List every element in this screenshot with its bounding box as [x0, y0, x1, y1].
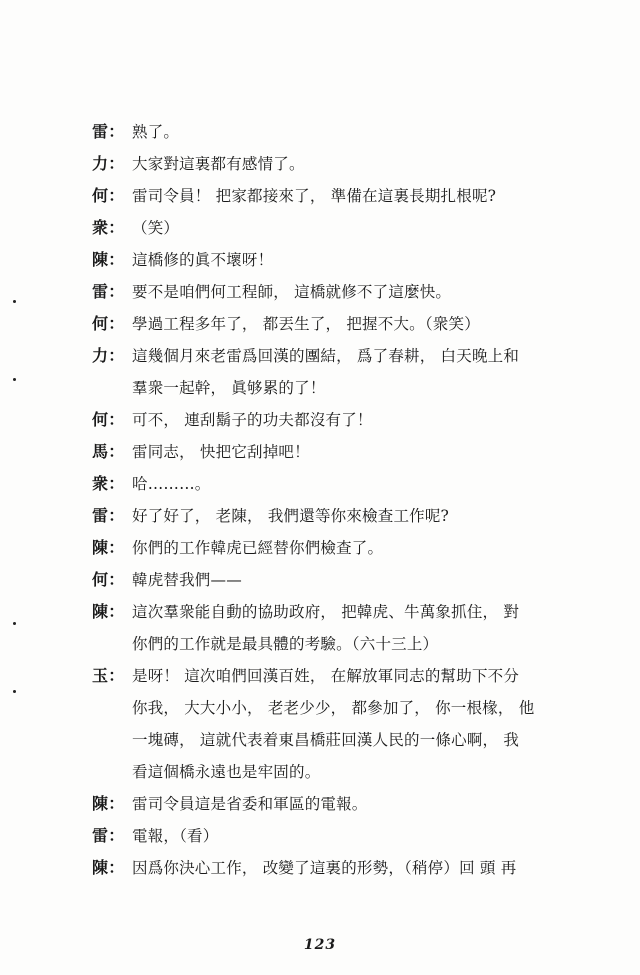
- dialogue-line: [92, 436, 612, 468]
- dialogue-block: [92, 116, 612, 884]
- speech-text: 你們的工作就是最具體的考驗。（六十三上）: [132, 635, 439, 653]
- speech-text: 這幾個月來老雷爲回漢的團結， 爲了春耕， 白天晚上和: [132, 347, 520, 365]
- dialogue-line: [92, 596, 612, 628]
- page-number: 123: [303, 937, 337, 953]
- margin-mark: [13, 622, 16, 625]
- dialogue-line: [92, 724, 612, 756]
- dialogue-line: [92, 308, 612, 340]
- speech-text: 這次羣衆能自動的協助政府， 把韓虎、牛萬象抓住， 對: [132, 603, 520, 621]
- speech-text: 因爲你決心工作， 改變了這裏的形勢，（稍停）回 頭 再: [132, 859, 517, 877]
- dialogue-line: [92, 756, 612, 788]
- dialogue-line: [92, 340, 612, 372]
- speech-text: 你我， 大大小小， 老老少少， 都參加了， 你一根椽， 他: [132, 699, 535, 717]
- dialogue-line: [92, 372, 612, 404]
- speaker-label: 雷：: [92, 282, 125, 301]
- dialogue-line: [92, 500, 612, 532]
- speaker-label: 陳：: [92, 250, 125, 269]
- speech-text: 看這個橋永遠也是牢固的。: [132, 763, 321, 781]
- speech-text: 電報，（看）: [132, 827, 219, 845]
- speaker-label: 雷：: [92, 506, 125, 525]
- margin-mark: [13, 378, 16, 381]
- dialogue-line: [92, 532, 612, 564]
- speech-text: 這橋修的眞不壞呀！: [132, 251, 274, 269]
- dialogue-line: [92, 852, 612, 884]
- speech-text: 熟了。: [132, 123, 180, 141]
- dialogue-line: [92, 468, 612, 500]
- dialogue-line: [92, 180, 612, 212]
- speaker-label: 雷：: [92, 122, 125, 141]
- speech-text: 學過工程多年了， 都丟生了， 把握不大。（衆笑）: [132, 315, 480, 333]
- speech-text: 好了好了， 老陳， 我們還等你來檢查工作呢?: [132, 507, 450, 525]
- dialogue-line: [92, 276, 612, 308]
- speaker-label: 雷：: [92, 826, 125, 845]
- speech-text: 雷司令員這是省委和軍區的電報。: [132, 795, 368, 813]
- speaker-label: 陳：: [92, 794, 125, 813]
- speech-text: 你們的工作韓虎已經替你們檢查了。: [132, 539, 384, 557]
- dialogue-line: [92, 116, 612, 148]
- speech-text: 雷司令員！ 把家都接來了， 準備在這裏長期扎根呢?: [132, 187, 497, 205]
- speech-text: 是呀！ 這次咱們回漢百姓， 在解放軍同志的幫助下不分: [132, 667, 520, 685]
- speech-text: 韓虎替我們——: [132, 571, 242, 589]
- dialogue-line: [92, 788, 612, 820]
- dialogue-line: [92, 660, 612, 692]
- dialogue-line: [92, 148, 612, 180]
- speaker-label: 何：: [92, 314, 125, 333]
- speaker-label: 陳：: [92, 538, 125, 557]
- speaker-label: 力：: [92, 154, 125, 173]
- speech-text: 羣衆一起幹， 眞够累的了！: [132, 379, 326, 397]
- speaker-label: 力：: [92, 346, 125, 365]
- dialogue-line: [92, 404, 612, 436]
- speaker-label: 陳：: [92, 858, 125, 877]
- speaker-label: 衆：: [92, 474, 125, 493]
- speech-text: 哈………。: [132, 475, 211, 493]
- speaker-label: 何：: [92, 186, 125, 205]
- dialogue-line: [92, 628, 612, 660]
- dialogue-line: [92, 244, 612, 276]
- speech-text: （笑）: [132, 219, 180, 237]
- speech-text: 大家對這裏都有感情了。: [132, 155, 305, 173]
- dialogue-line: [92, 564, 612, 596]
- speech-text: 雷同志， 快把它刮掉吧！: [132, 443, 310, 461]
- speaker-label: 何：: [92, 410, 125, 429]
- speaker-label: 馬：: [92, 442, 125, 461]
- speaker-label: 陳：: [92, 602, 125, 621]
- speaker-label: 玉：: [92, 666, 125, 685]
- margin-mark: [13, 690, 16, 693]
- speaker-label: 衆：: [92, 218, 125, 237]
- speech-text: 一塊磚， 這就代表着東昌橋莊回漢人民的一條心啊， 我: [132, 731, 520, 749]
- margin-mark: [13, 300, 16, 303]
- dialogue-line: [92, 820, 612, 852]
- speech-text: 可不， 連刮鬍子的功夫都沒有了！: [132, 411, 373, 429]
- dialogue-line: [92, 212, 612, 244]
- speaker-label: 何：: [92, 570, 125, 589]
- dialogue-line: [92, 692, 612, 724]
- speech-text: 要不是咱們何工程師， 這橋就修不了這麼快。: [132, 283, 452, 301]
